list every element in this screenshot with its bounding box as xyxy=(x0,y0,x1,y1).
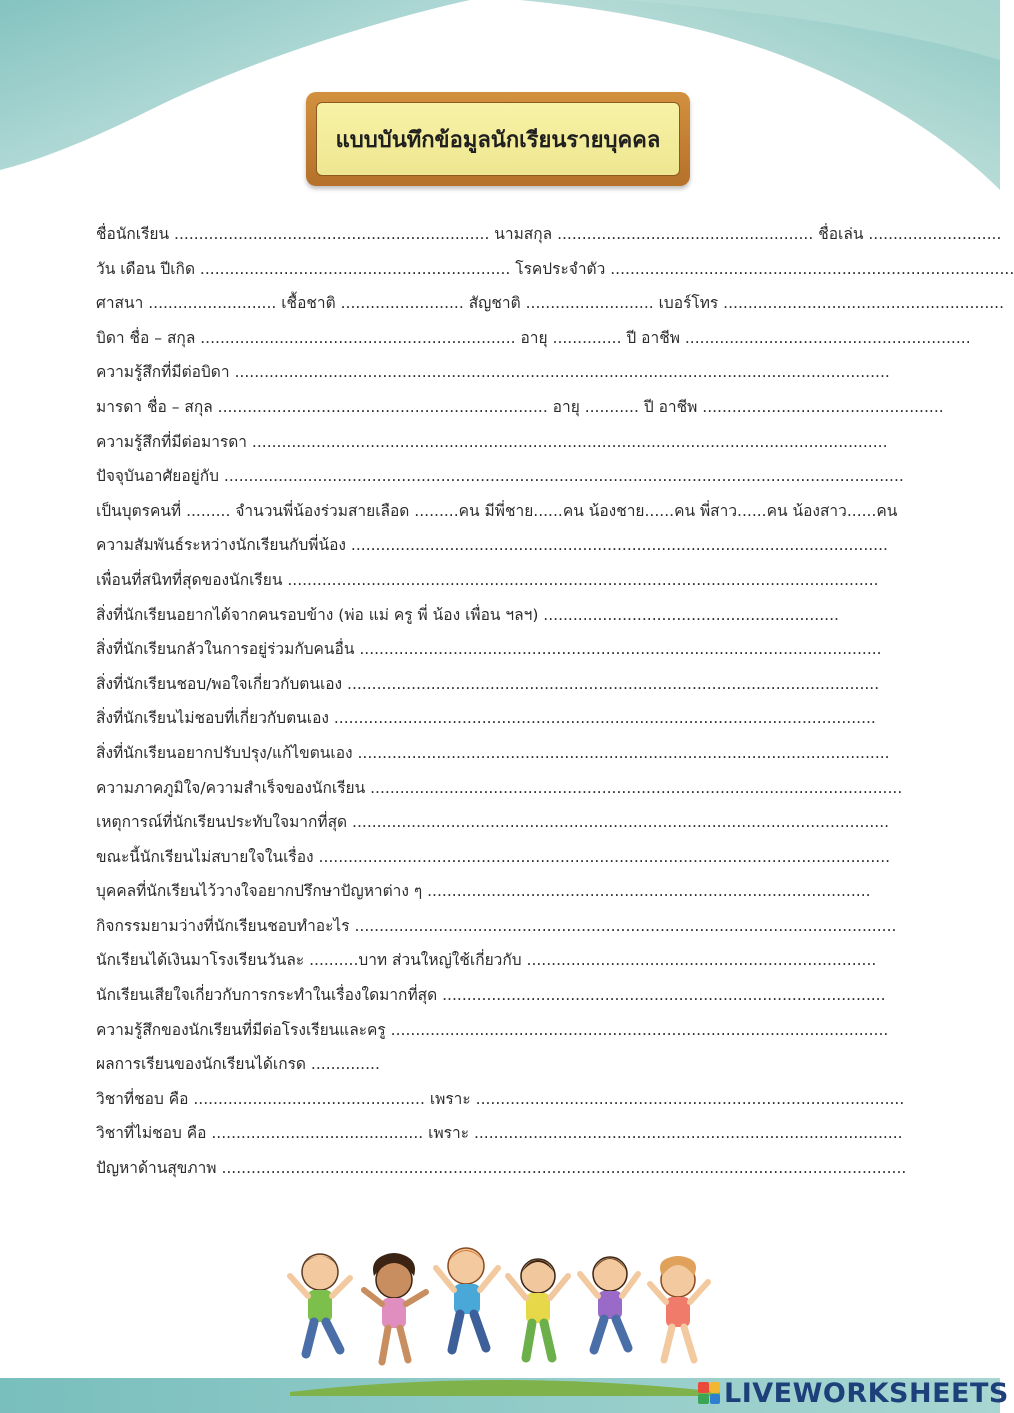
row-pride: ความภาคภูมิใจ/ความสำเร็จของนักเรียน ............................................................................................................ xyxy=(96,778,903,797)
row-disliked-subject: วิชาที่ไม่ชอบ คือ ........................................... เพราะ ....................................................................................... xyxy=(96,1124,903,1143)
row-regret: นักเรียนเสียใจเกี่ยวกับการกระทำในเรื่องใดมากที่สุด .......................................................................................... xyxy=(96,986,886,1005)
row-impressive-event: เหตุการณ์ที่นักเรียนประทับใจมากที่สุด ............................................................................................................. xyxy=(96,813,890,832)
row-trusted-person: บุคคลที่นักเรียนไว้วางใจอยากปรึกษาปัญหาต่าง ๆ .......................................................................................... xyxy=(96,882,871,901)
kid-3 xyxy=(436,1248,498,1350)
kid-5 xyxy=(580,1257,638,1350)
kid-6 xyxy=(650,1256,708,1360)
row-student-name: ชื่อนักเรียน ................................................................ นามสกุล .................................................... ชื่อเล่น ........................... xyxy=(96,225,1002,243)
jumping-kids-illustration xyxy=(276,1232,716,1392)
row-pocket-money: นักเรียนได้เงินมาโรงเรียนวันละ ..........บาท ส่วนใหญ่ใช้เกี่ยวกับ ....................................................................... xyxy=(96,951,877,970)
student-record-form xyxy=(96,217,1014,1186)
row-health: ปัญหาด้านสุขภาพ ........................................................................................................................................... xyxy=(96,1159,907,1178)
row-living-with: ปัจจุบันอาศัยอยู่กับ .......................................................................................................................................... xyxy=(96,467,904,486)
row-feeling-mother: ความรู้สึกที่มีต่อมารดา ................................................................................................................................. xyxy=(96,432,888,451)
row-improve-self: สิ่งที่นักเรียนอยากปรับปรุง/แก้ไขตนเอง ............................................................................................................ xyxy=(96,743,890,762)
row-wants-from-others: สิ่งที่นักเรียนอยากได้จากคนรอบข้าง (พ่อ แม่ ครู พี่ น้อง เพื่อน ฯลฯ) ............................................................ xyxy=(96,605,839,624)
row-dislikes-self: สิ่งที่นักเรียนไม่ชอบที่เกี่ยวกับตนเอง .............................................................................................................. xyxy=(96,709,876,728)
page-title: แบบบันทึกข้อมูลนักเรียนรายบุคคล xyxy=(335,127,661,153)
row-likes-self: สิ่งที่นักเรียนชอบ/พอใจเกี่ยวกับตนเอง ............................................................................................................ xyxy=(96,674,880,693)
row-feeling-father: ความรู้สึกที่มีต่อบิดา ..................................................................................................................................... xyxy=(96,363,890,382)
logo-text: LIVEWORKSHEETS xyxy=(724,1377,1009,1409)
row-uneasy: ขณะนี้นักเรียนไม่สบายใจในเรื่อง .................................................................................................................... xyxy=(96,847,891,866)
row-mother: มารดา ชื่อ – สกุล ................................................................... อายุ ........... ปี อาชีพ ................................................. xyxy=(96,397,944,416)
title-board-face xyxy=(316,102,680,176)
row-sibling-relationship: ความสัมพันธ์ระหว่างนักเรียนกับพี่น้อง ............................................................................................................. xyxy=(96,536,888,555)
row-fears: สิ่งที่นักเรียนกลัวในการอยู่ร่วมกับคนอื่น .......................................................................................................... xyxy=(96,640,882,659)
liveworksheets-logo xyxy=(698,1378,1009,1408)
row-grade: ผลการเรียนของนักเรียนได้เกรด .............. xyxy=(96,1055,380,1074)
row-best-friend: เพื่อนที่สนิทที่สุดของนักเรียน ........................................................................................................................ xyxy=(96,570,879,589)
title-board xyxy=(306,92,690,186)
row-free-time: กิจกรรมยามว่างที่นักเรียนชอบทำอะไร .............................................................................................................. xyxy=(96,916,897,935)
row-birthdate-disease: วัน เดือน ปีเกิด ............................................................... โรคประจำตัว .................................................................................. xyxy=(96,259,1014,278)
kid-1 xyxy=(290,1254,350,1354)
logo-mark-icon xyxy=(698,1382,720,1404)
kid-2 xyxy=(364,1253,426,1362)
row-religion-phone: ศาสนา .......................... เชื้อชาติ ......................... สัญชาติ .......................... เบอร์โทร ......................................................... xyxy=(96,294,1005,313)
row-father: บิดา ชื่อ – สกุล ................................................................ อายุ .............. ปี อาชีพ .......................................................... xyxy=(96,328,971,347)
row-favorite-subject: วิชาที่ชอบ คือ ............................................... เพราะ ....................................................................................... xyxy=(96,1089,905,1108)
kid-4 xyxy=(508,1259,568,1358)
row-siblings: เป็นบุตรคนที่ ......... จำนวนพี่น้องร่วมสายเลือด .........คน มีพี่ชาย......คน น้องชาย......คน พี่สาว......คน น้องสาว......คน xyxy=(96,501,898,520)
row-feeling-school: ความรู้สึกของนักเรียนที่มีต่อโรงเรียนและครู ..................................................................................................... xyxy=(96,1020,889,1039)
